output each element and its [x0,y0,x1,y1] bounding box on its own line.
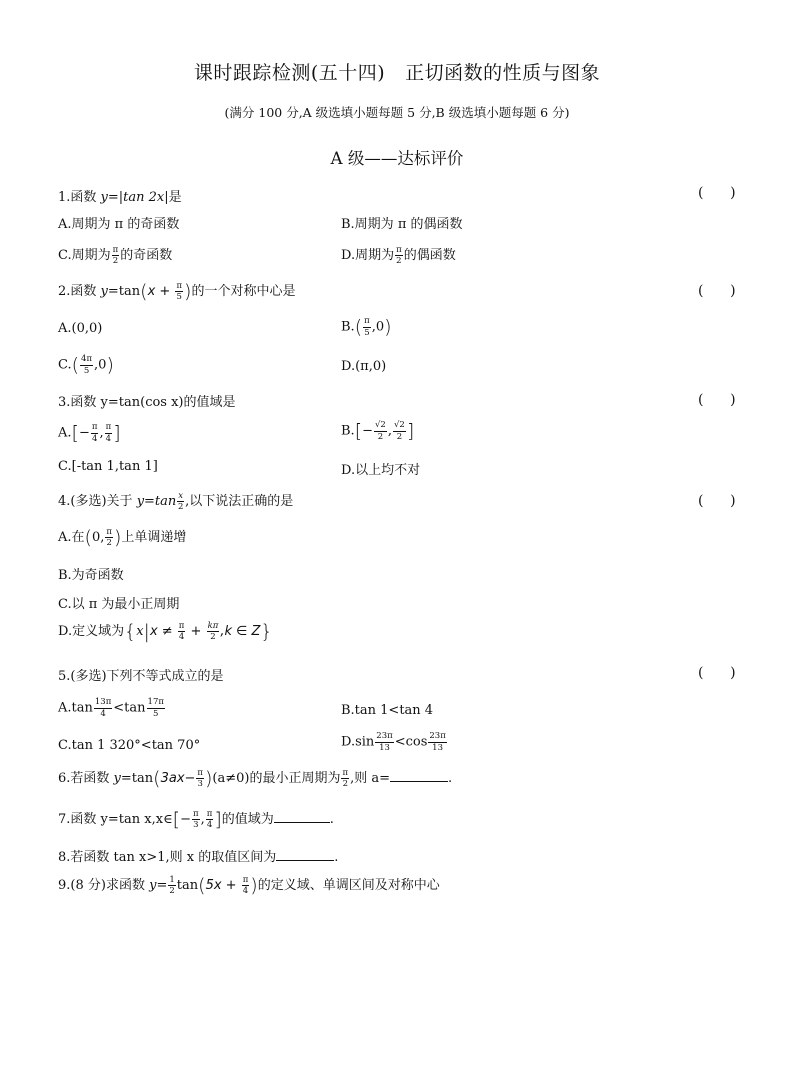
section-heading: A 级——达标评价 [330,149,464,168]
answer-bracket[interactable]: ( ) [698,392,736,408]
q3-option-d[interactable]: D.以上均不对 [341,463,421,478]
q1-option-c[interactable]: C.周期为 $\frac{\pi}{2}$ 的奇函数 [58,244,173,266]
question-7: 7.函数 y=tan x,x∈[− $\frac{\pi}{3}$ , $\frac{\pi}{4}$ ]的值域为 . [58,808,334,831]
q4-option-b[interactable]: B.为奇函数 [58,568,124,583]
answer-bracket[interactable]: ( ) [698,493,736,509]
answer-bracket[interactable]: ( ) [698,665,736,681]
answer-bracket[interactable]: ( ) [698,185,736,201]
answer-blank[interactable] [390,780,448,782]
score-note: (满分 100 分,A 级选填小题每题 5 分,B 级选填小题每题 6 分) [224,105,570,120]
question-9: 9.(8 分)求函数 y= $\frac{1}{2}$ tan(5x + $\frac{\pi}{4}$ )的定义域、单调区间及对称中心 [58,874,440,897]
q3-option-a[interactable]: A.[− $\frac{\pi}{4}$ , $\frac{\pi}{4}$ ] [58,422,121,444]
q5-option-b[interactable]: B.tan 1<tan 4 [341,703,434,718]
fraction: $\frac{\pi}{2}$ [112,244,119,266]
q1-option-d[interactable]: D.周期为 $\frac{\pi}{2}$ 的偶函数 [341,244,456,266]
q2-option-d[interactable]: D.(π,0) [341,359,387,374]
question-6: 6.若函数 y=tan(3ax− $\frac{\pi}{3}$ )(a≠0)的最小正周期为 $\frac{\pi}{2}$ ,则 a= . [58,767,453,790]
question-5: 5.(多选)下列不等式成立的是 [58,669,224,684]
q1-option-b[interactable]: B.周期为 π 的偶函数 [341,217,463,232]
q3-option-c[interactable]: C.[-tan 1,tan 1] [58,459,158,474]
page-title-left: 课时跟踪检测(五十四) [193,62,386,84]
page-title [0,58,794,85]
question-4: 4.(多选)关于 y=tan $\frac{x}{2}$ ,以下说法正确的是 [58,490,294,512]
q3-option-b[interactable]: B.[− $\frac{√2}{2}$ , $\frac{√2}{2}$ ] [341,420,415,442]
answer-blank[interactable] [274,821,330,823]
answer-bracket[interactable]: ( ) [698,283,736,299]
question-2: 2.函数 y=tan(x + $\frac{\pi}{5}$ )的一个对称中心是 [58,280,296,303]
q4-option-d[interactable]: D.定义域为{x|x ≠ $\frac{\pi}{4}$ + $\frac{k\pi}{2}$ ,k ∈ Z} [58,620,273,643]
question-8: 8.若函数 tan x>1,则 x 的取值区间为 . [58,850,339,865]
q2-option-a[interactable]: A.(0,0) [58,321,103,336]
q2-option-c[interactable]: C.( $\frac{4\pi}{5}$ ,0) [58,354,114,376]
question-1: 1.函数 y=|tan 2x|是 [58,190,182,205]
q1-expression: y=|tan 2x| [100,190,169,205]
question-3: 3.函数 y=tan(cos x)的值域是 [58,395,236,410]
fraction: $\frac{\pi}{2}$ [396,244,402,266]
q2-option-b[interactable]: B.( $\frac{\pi}{5}$ ,0) [341,316,392,338]
q5-option-a[interactable]: A.tan $\frac{13\pi}{4}$ <tan $\frac{17\pi}{5}$ [58,697,164,719]
q5-option-d[interactable]: D.sin $\frac{23\pi}{13}$ <cos $\frac{23\pi}{13}$ [341,731,446,753]
q4-option-a[interactable]: A.在(0, $\frac{\pi}{2}$ )上单调递增 [58,526,187,549]
answer-blank[interactable] [276,859,334,861]
q5-option-c[interactable]: C.tan 1 320°<tan 70° [58,738,201,753]
q4-option-c[interactable]: C.以 π 为最小正周期 [58,597,180,612]
page-title-right: 正切函数的性质与图象 [405,62,601,84]
q1-option-a[interactable]: A.周期为 π 的奇函数 [58,217,180,232]
